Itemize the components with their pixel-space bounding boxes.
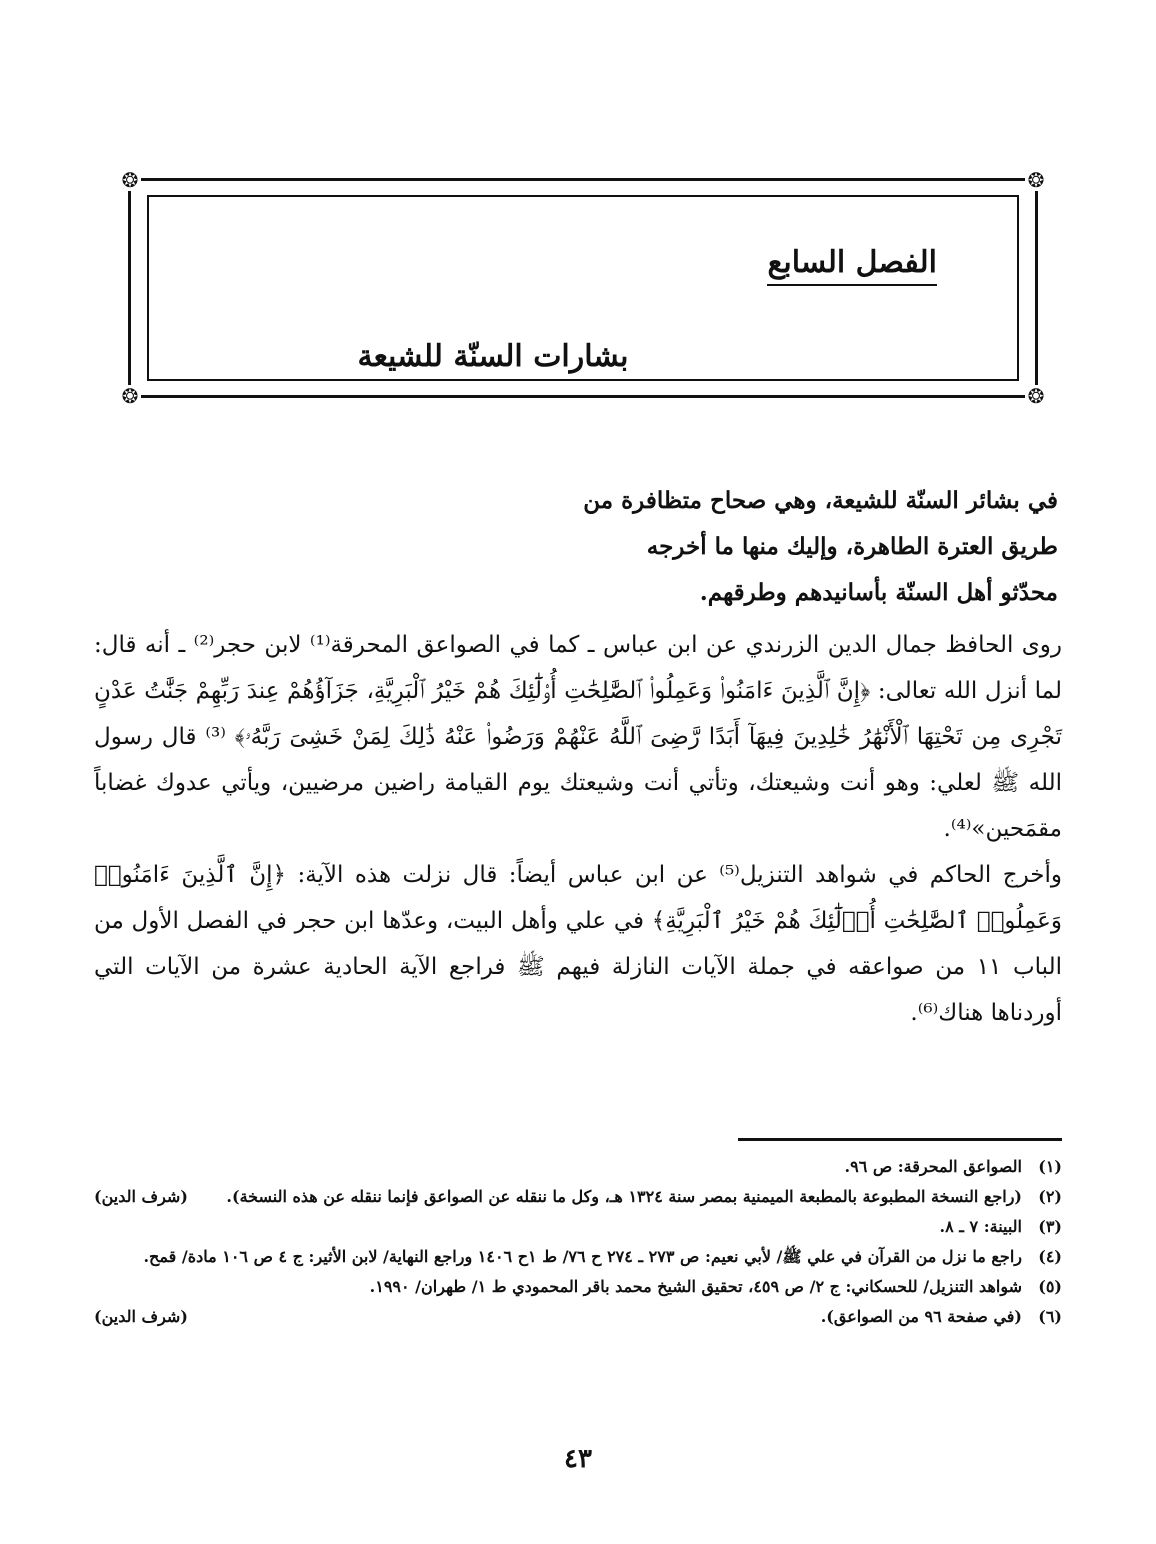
footnote-signature: (شرف الدين) (94, 1307, 188, 1326)
ornament-corner-icon: ❂ (119, 385, 141, 407)
footnote-signature: (شرف الدين) (94, 1187, 188, 1206)
chapter-number-heading: الفصل السابع (767, 245, 937, 286)
footnotes (94, 1152, 1062, 1332)
footnote (94, 1182, 1062, 1212)
chapter-title-wrapper (149, 339, 1017, 374)
footnote-text: (راجع النسخة المطبوعة بالمطبعة الميمنية بمصر سنة ١٣٢٤ هـ، وكل ما ننقله عن الصواعق فإنما ننقله عن هذه النسخة). (226, 1187, 1022, 1206)
footnote-text: (في صفحة ٩٦ من الصواعق). (820, 1307, 1022, 1326)
intro-line: في بشائر السنّة للشيعة، وهي صحاح متظافرة من (583, 487, 1058, 514)
intro-line: طريق العترة الطاهرة، وإليك منها ما أخرجه (646, 533, 1058, 560)
paragraph: روى الحافظ جمال الدين الزرندي عن ابن عباس ـ كما في الصواعق المحرقة⁽¹⁾ لابن حجر⁽²⁾ ـ أنه قال: لما أنزل الله تعالى: ﴿إِنَّ ٱلَّذِينَ ءَامَنُوا۟ وَعَمِلُوا۟ ٱلصَّٰلِحَٰتِ أُو۟لَٰٓئِكَ هُمْ خَيْرُ ٱلْبَرِيَّةِ، جَزَآؤُهُمْ عِندَ رَبِّهِمْ جَنَّٰتُ عَدْنٍ تَجْرِى مِن تَحْتِهَا ٱلْأَنْهَٰرُ خَٰلِدِينَ فِيهَآ أَبَدًا رَّضِىَ ٱللَّهُ عَنْهُمْ وَرَضُوا۟ عَنْهُ ذَٰلِكَ لِمَنْ خَشِىَ رَبَّهُۥ﴾ ⁽³⁾ قال رسول الله ﷺ لعلي: وهو أنت وشيعتك، وتأتي أنت وشيعتك يوم القيامة راضين مرضيين، ويأتي عدوك غضاباً مقمَحين»⁽⁴⁾. (94, 632, 1063, 842)
footnote-number: (٣) (1038, 1217, 1062, 1236)
chapter-title-frame (121, 168, 1045, 408)
footnote (94, 1152, 1062, 1182)
footnote (94, 1272, 1062, 1302)
footnote-text: شواهد التنزيل/ للحسكاني: ج ٢/ ص ٤٥٩، تحقيق الشيخ محمد باقر المحمودي ط ١/ طهران/ ١٩٩٠. (369, 1277, 1022, 1296)
footnote-body (94, 1182, 1022, 1212)
footnote-number: (١) (1038, 1157, 1062, 1176)
paragraph: وأخرج الحاكم في شواهد التنزيل⁽⁵⁾ عن ابن عباس أيضاً: قال نزلت هذه الآية: ﴿إِنَّ ٱلَّذِينَ ءَامَنُوا۟ وَعَمِلُوا۟ ٱلصَّٰلِحَٰتِ أُو۟لَٰٓئِكَ هُمْ خَيْرُ ٱلْبَرِيَّةِ﴾ في علي وأهل البيت، وعدّها ابن حجر في الفصل الأول من الباب ١١ من صواعقه في جملة الآيات النازلة فيهم ﷺ فراجع الآية الحادية عشرة من الآيات التي أوردناها هناك⁽⁶⁾. (94, 862, 1062, 1026)
footnote-number: (٤) (1038, 1247, 1062, 1266)
ornament-corner-icon: ❂ (1025, 385, 1047, 407)
footnote (94, 1302, 1062, 1332)
footnote-number: (٢) (1038, 1187, 1062, 1206)
footnote (94, 1242, 1062, 1272)
footnote-text: راجع ما نزل من القرآن في علي ﷺ/ لأبي نعيم: ص ٢٧٣ ـ ٢٧٤ ح ٧٦/ ط ١ح ١٤٠٦ وراجع النهاية/ لابن الأثير: ج ٤ ص ١٠٦ مادة/ قمح. (143, 1247, 1022, 1266)
ornament-corner-icon: ❂ (119, 169, 141, 191)
chapter-title-frame-inner (147, 195, 1019, 381)
footnote-text: البينة: ٧ ـ ٨. (939, 1217, 1022, 1236)
intro-paragraph (538, 478, 1058, 616)
footnote-body (94, 1302, 1022, 1332)
page-number: ٤٣ (564, 1444, 592, 1474)
footnote (94, 1212, 1062, 1242)
footnote-divider (738, 1138, 1062, 1141)
chapter-title: بشارات السنّة للشيعة (357, 339, 629, 374)
footnote-number: (٦) (1038, 1307, 1062, 1326)
footnote-text: الصواعق المحرقة: ص ٩٦. (844, 1157, 1022, 1176)
footnote-number: (٥) (1038, 1277, 1062, 1296)
main-text (94, 622, 1062, 1036)
ornament-corner-icon: ❂ (1025, 169, 1047, 191)
intro-line: محدّثو أهل السنّة بأسانيدهم وطرقهم. (699, 579, 1058, 606)
